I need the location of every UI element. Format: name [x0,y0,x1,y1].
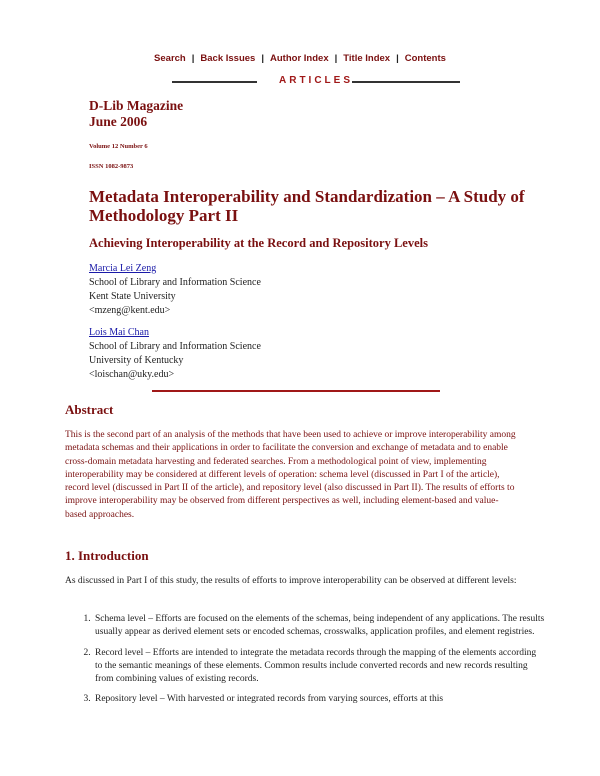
list-item: 2. Record level – Efforts are intended to integrate the metadata records through the mapping of the elements according to the semantic meanings of these elements. Common results include converted records and new records resulting from combining values of existing records. [93,647,545,687]
nav-separator: | [261,53,265,64]
abstract-text: This is the second part of an analysis of the methods that have been used to achieve or improve interoperability among metadata schemas and their applications in order to facilitate the conversion and exchange of metadata and to enable cross-domain metadata harvesting and federated searches. From a methodological point of view, implementing interoperability may be considered at different levels of operation: schema level (discussed in Part I of the article), record level (discussed in Part II of the article), and repository level (also discussed in Part II). The results of efforts to improve interoperability may be observed from different perspectives as well, including element-based and value-based approaches. [65,430,516,520]
nav-separator: | [334,53,338,64]
interoperability-levels-list [65,613,545,714]
author-email: <loischan@uky.edu> [89,369,175,380]
magazine-masthead [89,98,183,130]
list-item: 3. Repository level – With harvested or integrated records from varying sources, efforts at this [93,693,545,706]
magazine-name: D-Lib Magazine [89,98,184,113]
nav-search-link[interactable]: Search [154,53,186,64]
author-email: <mzeng@kent.edu> [89,305,171,316]
articles-banner [172,75,460,89]
abstract-heading: Abstract [65,402,114,417]
author-name-link[interactable]: Marcia Lei Zeng [89,263,157,274]
article-subtitle: Achieving Interoperability at the Record and Repository Levels [89,236,428,250]
nav-separator: | [396,53,399,64]
author-organization: Kent State University [89,291,176,302]
author-block [89,326,261,382]
author-name-link[interactable]: Lois Mai Chan [89,327,149,338]
nav-separator: | [191,53,195,64]
issue-date: June 2006 [89,114,148,129]
section-divider [152,390,440,392]
issn: ISSN 1082-9873 [89,163,134,170]
author-department: School of Library and Information Science [89,277,261,288]
nav-author-index-link[interactable]: Author Index [270,53,329,64]
introduction-heading: 1. Introduction [65,548,149,563]
list-item: 1. Schema level – Efforts are focused on the elements of the schemas, being independent of any applications. The results usually appear as derived element sets or encoded schemas, crosswalks, application profiles, and element registries. [93,613,545,640]
introduction-text: As discussed in Part I of this study, the results of efforts to improve interoperability can be observed at different levels: [65,576,517,586]
volume-number: Volume 12 Number 6 [89,143,148,150]
nav-back-issues-link[interactable]: Back Issues [200,53,256,64]
nav-contents-link[interactable]: Contents [404,53,446,64]
top-navigation [0,53,600,64]
author-organization: University of Kentucky [89,355,184,366]
article-title: Metadata Interoperability and Standardization – A Study of Methodology Part II [89,187,525,225]
author-block [89,262,261,318]
nav-title-index-link[interactable]: Title Index [343,53,391,64]
articles-label: ARTICLES [279,75,353,86]
author-department: School of Library and Information Science [89,341,261,352]
